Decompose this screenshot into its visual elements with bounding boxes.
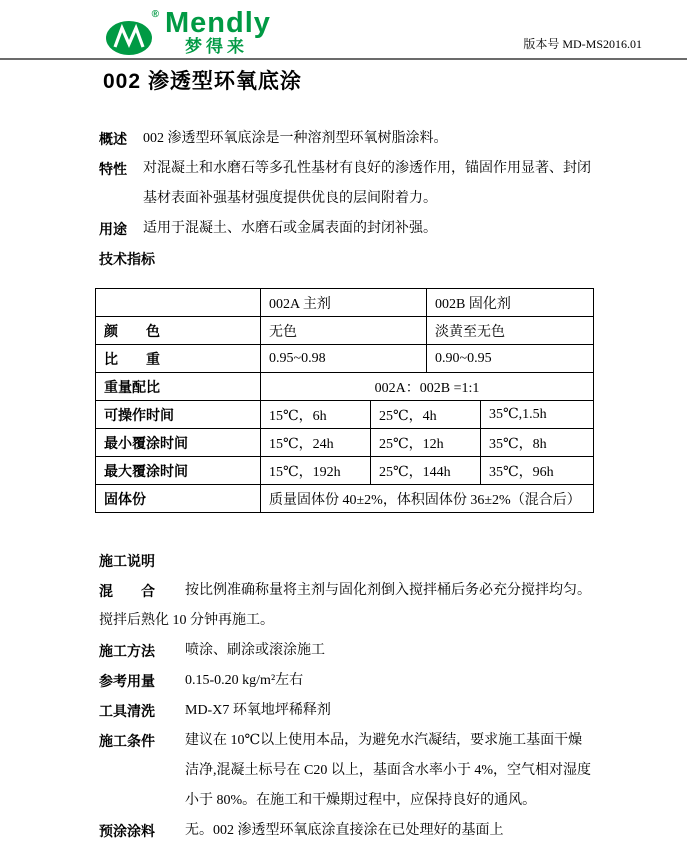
header-empty-cell xyxy=(96,289,261,317)
mixing-label: 混 合 xyxy=(99,583,155,599)
version-number: 版本号 MD-MS2016.01 xyxy=(523,37,642,51)
usage-row xyxy=(99,214,647,244)
table-row-max-recoat xyxy=(96,457,594,485)
precoat-text: 无。002 渗透型环氧底涂直接涂在已处理好的基面上 xyxy=(185,823,504,838)
conditions-label: 施工条件 xyxy=(99,733,155,749)
mixing-text: 按比例准确称量将主剂与固化剂倒入搅拌桶后务必充分搅拌均匀。 xyxy=(185,583,591,598)
document-body xyxy=(0,68,687,846)
overview-text: 002 渗透型环氧底涂是一种溶剂型环氧树脂涂料。 xyxy=(143,131,448,146)
overview-label: 概述 xyxy=(99,131,127,147)
document-title: 002 渗透型环氧底涂 xyxy=(103,70,302,93)
max-recoat-15c-cell: 15℃，192h xyxy=(261,457,371,485)
page-header xyxy=(0,0,687,60)
features-row xyxy=(99,154,647,214)
tech-specs-heading: 技术指标 xyxy=(99,251,155,267)
conditions-text: 建议在 10℃以上使用本品，为避免水汽凝结，要求施工基面干燥 洁净,混凝土标号在 C20 以上，基面含水率小于 4%，空气相对湿度 小于 80%。在施工和干燥期过程中，应保持良好的通风。 xyxy=(185,733,591,808)
color-label-cell: 颜 色 xyxy=(96,317,261,345)
table-row-gravity xyxy=(96,345,594,373)
mendly-logo xyxy=(103,9,271,57)
color-002a-cell: 无色 xyxy=(261,317,427,345)
table-row-header xyxy=(96,289,594,317)
method-label: 施工方法 xyxy=(99,643,155,659)
overview-row xyxy=(99,124,647,154)
min-recoat-label-cell: 最小覆涂时间 xyxy=(96,429,261,457)
mixing-continuation: 搅拌后熟化 10 分钟再施工。 xyxy=(99,613,274,628)
conditions-row xyxy=(99,726,647,816)
precoat-row xyxy=(99,816,647,846)
max-recoat-35c-cell: 35℃，96h xyxy=(481,457,594,485)
usage-amount-row xyxy=(99,666,647,696)
pot-life-25c-cell: 25℃，4h xyxy=(371,401,481,429)
brand-name-en: Mendly xyxy=(165,7,271,39)
mendly-logo-mark xyxy=(103,9,165,57)
header-002b-cell: 002B 固化剂 xyxy=(427,289,594,317)
table-row-ratio xyxy=(96,373,594,401)
max-recoat-label-cell: 最大覆涂时间 xyxy=(96,457,261,485)
pot-life-35c-cell: 35℃,1.5h xyxy=(481,401,594,429)
table-row-solids xyxy=(96,485,594,513)
gravity-002b-cell: 0.90~0.95 xyxy=(427,345,594,373)
header-002a-cell: 002A 主剂 xyxy=(261,289,427,317)
min-recoat-15c-cell: 15℃，24h xyxy=(261,429,371,457)
pot-life-label-cell: 可操作时间 xyxy=(96,401,261,429)
table-row-min-recoat xyxy=(96,429,594,457)
solids-value-cell: 质量固体份 40±2%，体积固体份 36±2%（混合后） xyxy=(261,485,594,513)
construction-heading: 施工说明 xyxy=(99,553,155,569)
min-recoat-35c-cell: 35℃，8h xyxy=(481,429,594,457)
ratio-label-cell: 重量配比 xyxy=(96,373,261,401)
tool-cleaning-label: 工具清洗 xyxy=(99,703,155,719)
max-recoat-25c-cell: 25℃，144h xyxy=(371,457,481,485)
table-row-pot-life xyxy=(96,401,594,429)
ratio-value-cell: 002A：002B =1:1 xyxy=(261,373,594,401)
logo-text xyxy=(165,9,271,56)
features-label: 特性 xyxy=(99,161,127,177)
usage-label: 用途 xyxy=(99,221,127,237)
usage-amount-label: 参考用量 xyxy=(99,673,155,689)
gravity-label-cell: 比 重 xyxy=(96,345,261,373)
color-002b-cell: 淡黄至无色 xyxy=(427,317,594,345)
min-recoat-25c-cell: 25℃，12h xyxy=(371,429,481,457)
usage-text: 适用于混凝土、水磨石或金属表面的封闭补强。 xyxy=(143,221,437,236)
brand-name-cn: 梦得来 xyxy=(185,37,248,56)
mendly-m-ellipse-icon xyxy=(105,19,155,57)
usage-amount-text: 0.15-0.20 kg/m²左右 xyxy=(185,673,304,688)
tool-cleaning-text: MD-X7 环氧地坪稀释剂 xyxy=(185,703,331,718)
tool-cleaning-row xyxy=(99,696,647,726)
method-row xyxy=(99,636,647,666)
table-row-color xyxy=(96,317,594,345)
intro-section xyxy=(99,124,647,244)
method-text: 喷涂、刷涂或滚涂施工 xyxy=(185,643,325,658)
registered-trademark-icon: ® xyxy=(151,9,159,20)
gravity-002a-cell: 0.95~0.98 xyxy=(261,345,427,373)
construction-section xyxy=(99,576,647,846)
pot-life-15c-cell: 15℃，6h xyxy=(261,401,371,429)
precoat-label: 预涂涂料 xyxy=(99,823,155,839)
features-text: 对混凝土和水磨石等多孔性基材有良好的渗透作用，锚固作用显著、封闭 基材表面补强基材强度提供优良的层间附着力。 xyxy=(143,161,591,206)
solids-label-cell: 固体份 xyxy=(96,485,261,513)
tech-specs-table xyxy=(95,288,594,513)
mixing-row xyxy=(99,576,647,606)
